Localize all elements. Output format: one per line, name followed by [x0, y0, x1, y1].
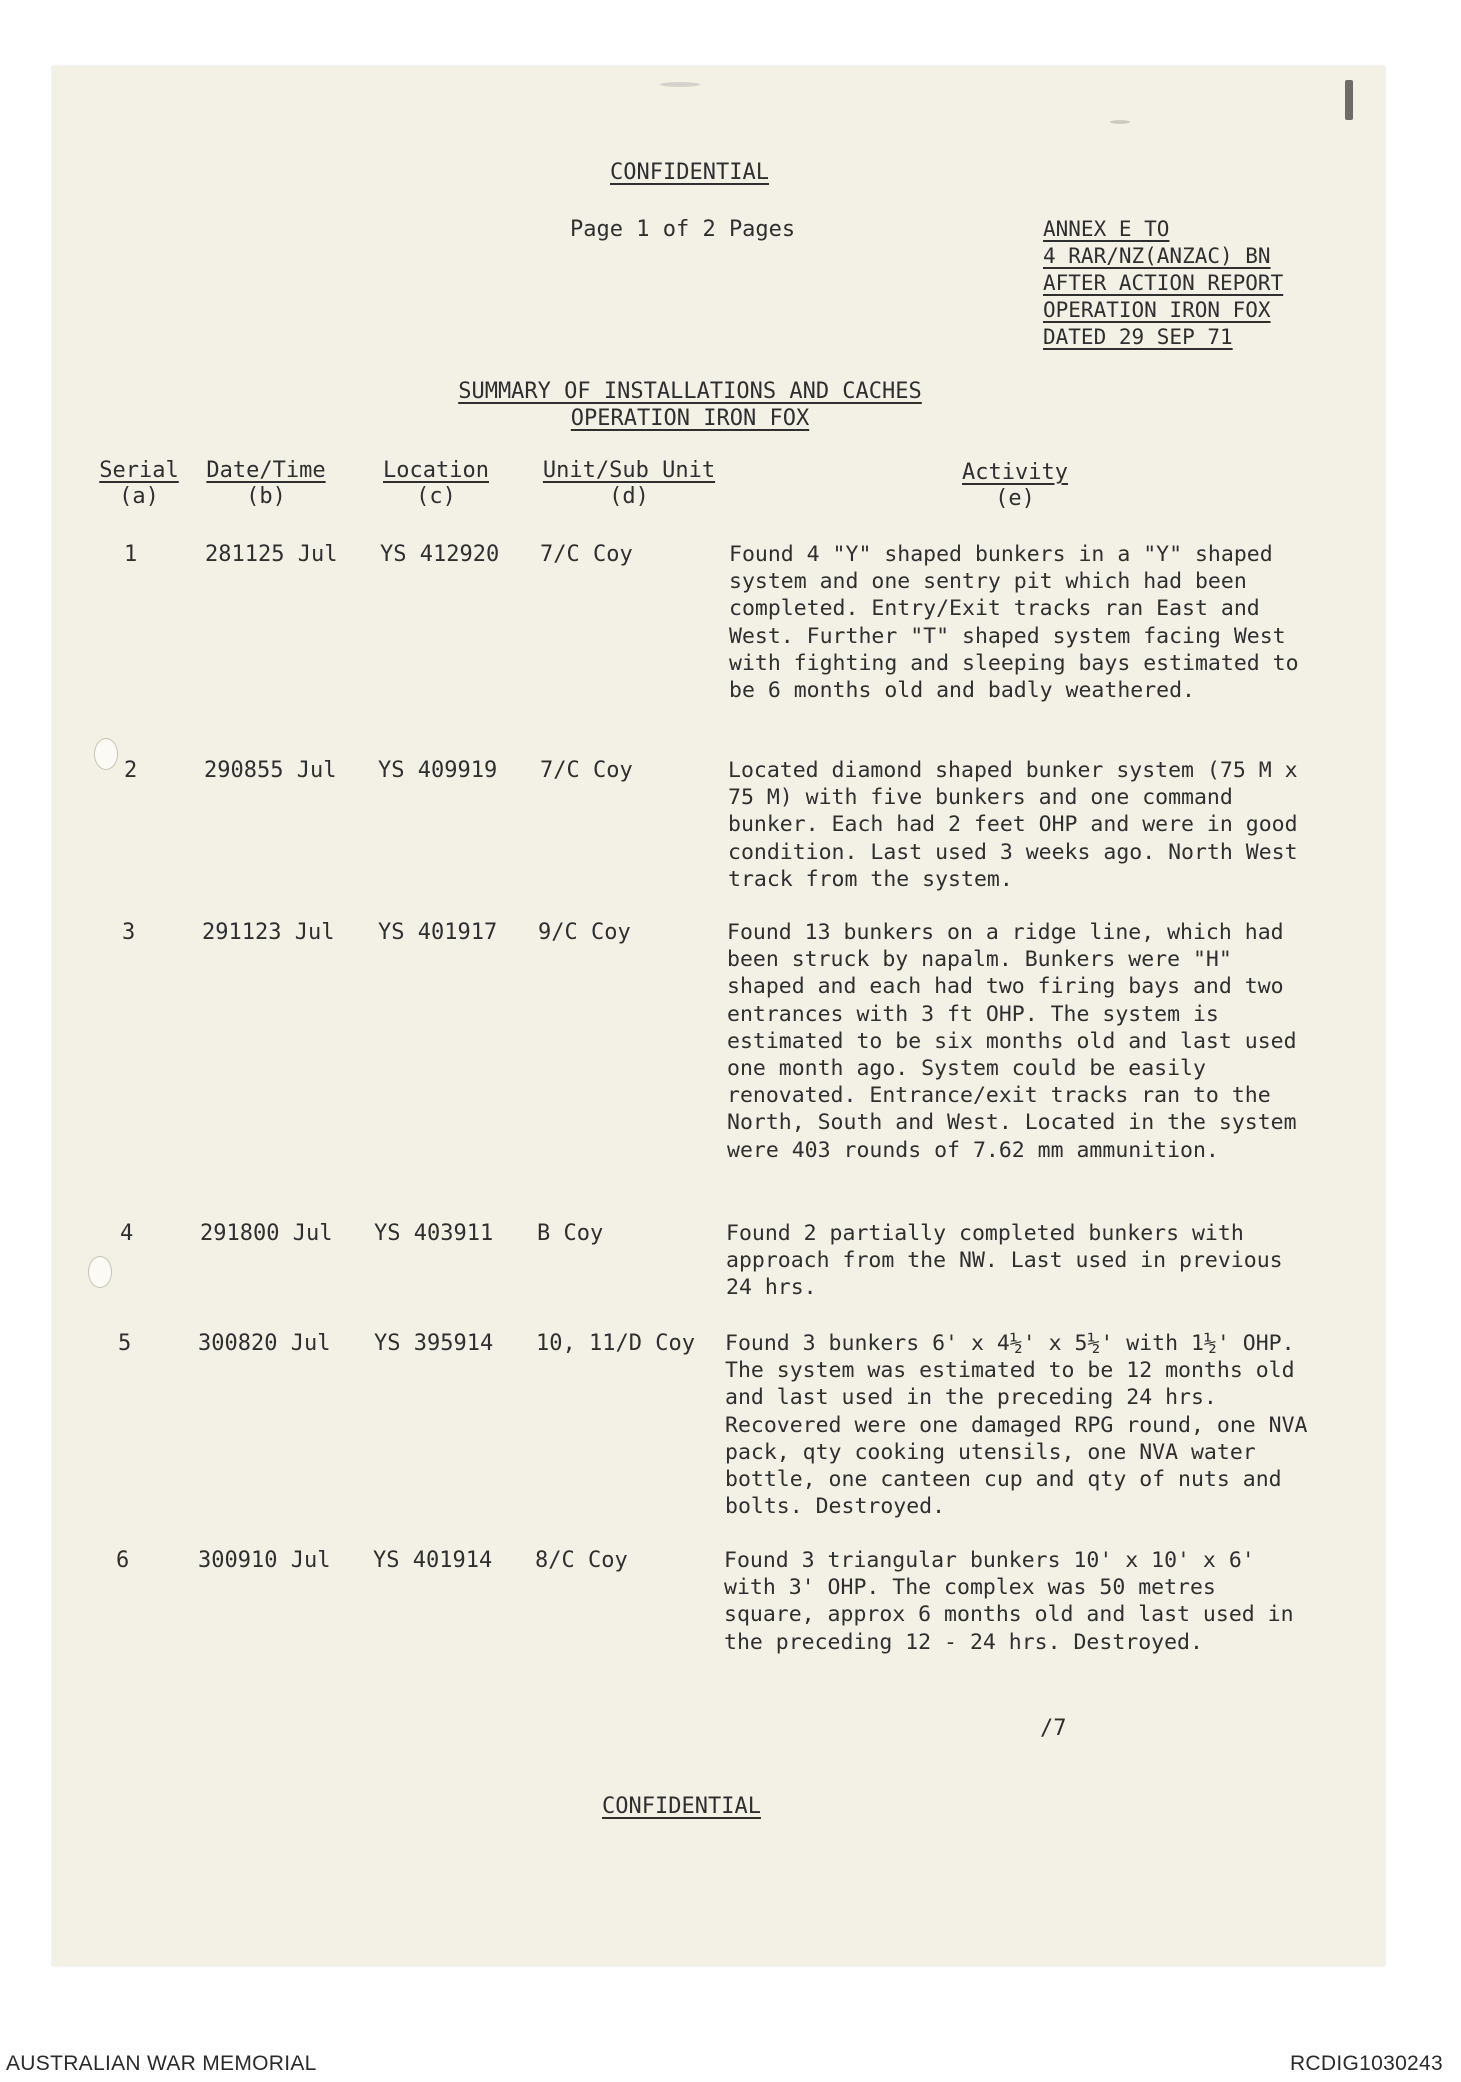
cell-activity: Found 13 bunkers on a ridge line, which had been struck by napalm. Bunkers were "H" shaped and each had two firing bays and two entrances with 3 ft OHP. The system is estimated to be six months old and last used one month ago. System could be easily renovated. Entrance/exit tracks ran to the North, South and West. Located in the system were 403 rounds of 7.62 mm ammunition.: [727, 920, 1297, 1163]
page-label: Page 1 of 2 Pages: [570, 217, 796, 242]
footer-reference: RCDIG1030243: [1289, 2052, 1443, 2075]
scan-artifact: [1110, 120, 1130, 124]
cell-activity: Found 3 bunkers 6' x 4½' x 5½' with 1½' OHP. The system was estimated to be 12 months old and last used in the preceding 24 hrs. Recovered were one damaged RPG round, one NVA pack, qty cooking utensils, one NVA water bottle, one canteen cup and qty of nuts and bolts. Destroyed.: [725, 1331, 1308, 1520]
column-header-activity: Activity (e): [962, 460, 1068, 511]
document-subtitle: OPERATION IRON FOX: [570, 406, 810, 431]
scan-artifact: [1345, 80, 1353, 120]
cell-unit: 10, 11/D Coy: [536, 1331, 695, 1356]
annex-line: DATED 29 SEP 71: [1043, 325, 1233, 349]
cell-location: YS 409919: [378, 758, 498, 783]
cell-location: YS 401917: [378, 920, 498, 945]
column-header-unit: Unit/Sub Unit (d): [542, 458, 716, 509]
cell-unit: 7/C Coy: [540, 542, 633, 567]
cell-unit: 9/C Coy: [538, 920, 631, 945]
footer-credit: AUSTRALIAN WAR MEMORIAL: [6, 2052, 317, 2075]
column-header-location: Location (c): [383, 458, 489, 509]
annex-block: [1043, 216, 1283, 351]
cell-activity: Found 4 "Y" shaped bunkers in a "Y" shaped system and one sentry pit which had been completed. Entry/Exit tracks ran East and West. Further "T" shaped system facing West with fighting and sleeping bays estimated to be 6 months old and badly weathered.: [729, 542, 1299, 704]
cell-datetime: 290855 Jul: [204, 758, 337, 783]
cell-activity: Found 2 partially completed bunkers with approach from the NW. Last used in previous 24 hrs.: [726, 1221, 1283, 1301]
cell-serial: 1: [124, 542, 138, 567]
cell-datetime: 300820 Jul: [198, 1331, 331, 1356]
cell-activity: Located diamond shaped bunker system (75 M x 75 M) with five bunkers and one command bunker. Each had 2 feet OHP and were in good condition. Last used 3 weeks ago. North West track from the system.: [728, 758, 1298, 892]
continuation-marker: /7: [1040, 1716, 1067, 1741]
annex-line: AFTER ACTION REPORT: [1043, 271, 1284, 295]
cell-activity: Found 3 triangular bunkers 10' x 10' x 6' with 3' OHP. The complex was 50 metres square, approx 6 months old and last used in the preceding 12 - 24 hrs. Destroyed.: [724, 1548, 1294, 1655]
scan-artifact: [660, 82, 700, 87]
cell-location: YS 412920: [380, 542, 500, 567]
cell-unit: 8/C Coy: [535, 1548, 628, 1573]
cell-serial: 6: [116, 1548, 130, 1573]
cell-serial: 5: [118, 1331, 132, 1356]
cell-serial: 3: [122, 920, 136, 945]
document-title: SUMMARY OF INSTALLATIONS AND CACHES: [458, 379, 922, 404]
classification-bottom: CONFIDENTIAL: [602, 1794, 761, 1819]
cell-serial: 2: [124, 758, 138, 783]
annex-line: 4 RAR/NZ(ANZAC) BN: [1043, 244, 1271, 268]
cell-location: YS 403911: [374, 1221, 494, 1246]
cell-unit: B Coy: [537, 1221, 604, 1246]
cell-serial: 4: [120, 1221, 134, 1246]
classification-top: CONFIDENTIAL: [610, 160, 769, 185]
column-header-serial: Serial (a): [99, 458, 179, 509]
cell-datetime: 300910 Jul: [198, 1548, 331, 1573]
column-header-datetime: Date/Time (b): [206, 458, 326, 509]
annex-line: OPERATION IRON FOX: [1043, 298, 1271, 322]
punch-hole: [94, 738, 118, 770]
annex-line: ANNEX E TO: [1043, 217, 1170, 241]
cell-location: YS 395914: [374, 1331, 494, 1356]
cell-location: YS 401914: [373, 1548, 493, 1573]
cell-datetime: 281125 Jul: [205, 542, 338, 567]
cell-datetime: 291123 Jul: [202, 920, 335, 945]
cell-unit: 7/C Coy: [540, 758, 633, 783]
punch-hole: [88, 1256, 112, 1288]
cell-datetime: 291800 Jul: [200, 1221, 333, 1246]
